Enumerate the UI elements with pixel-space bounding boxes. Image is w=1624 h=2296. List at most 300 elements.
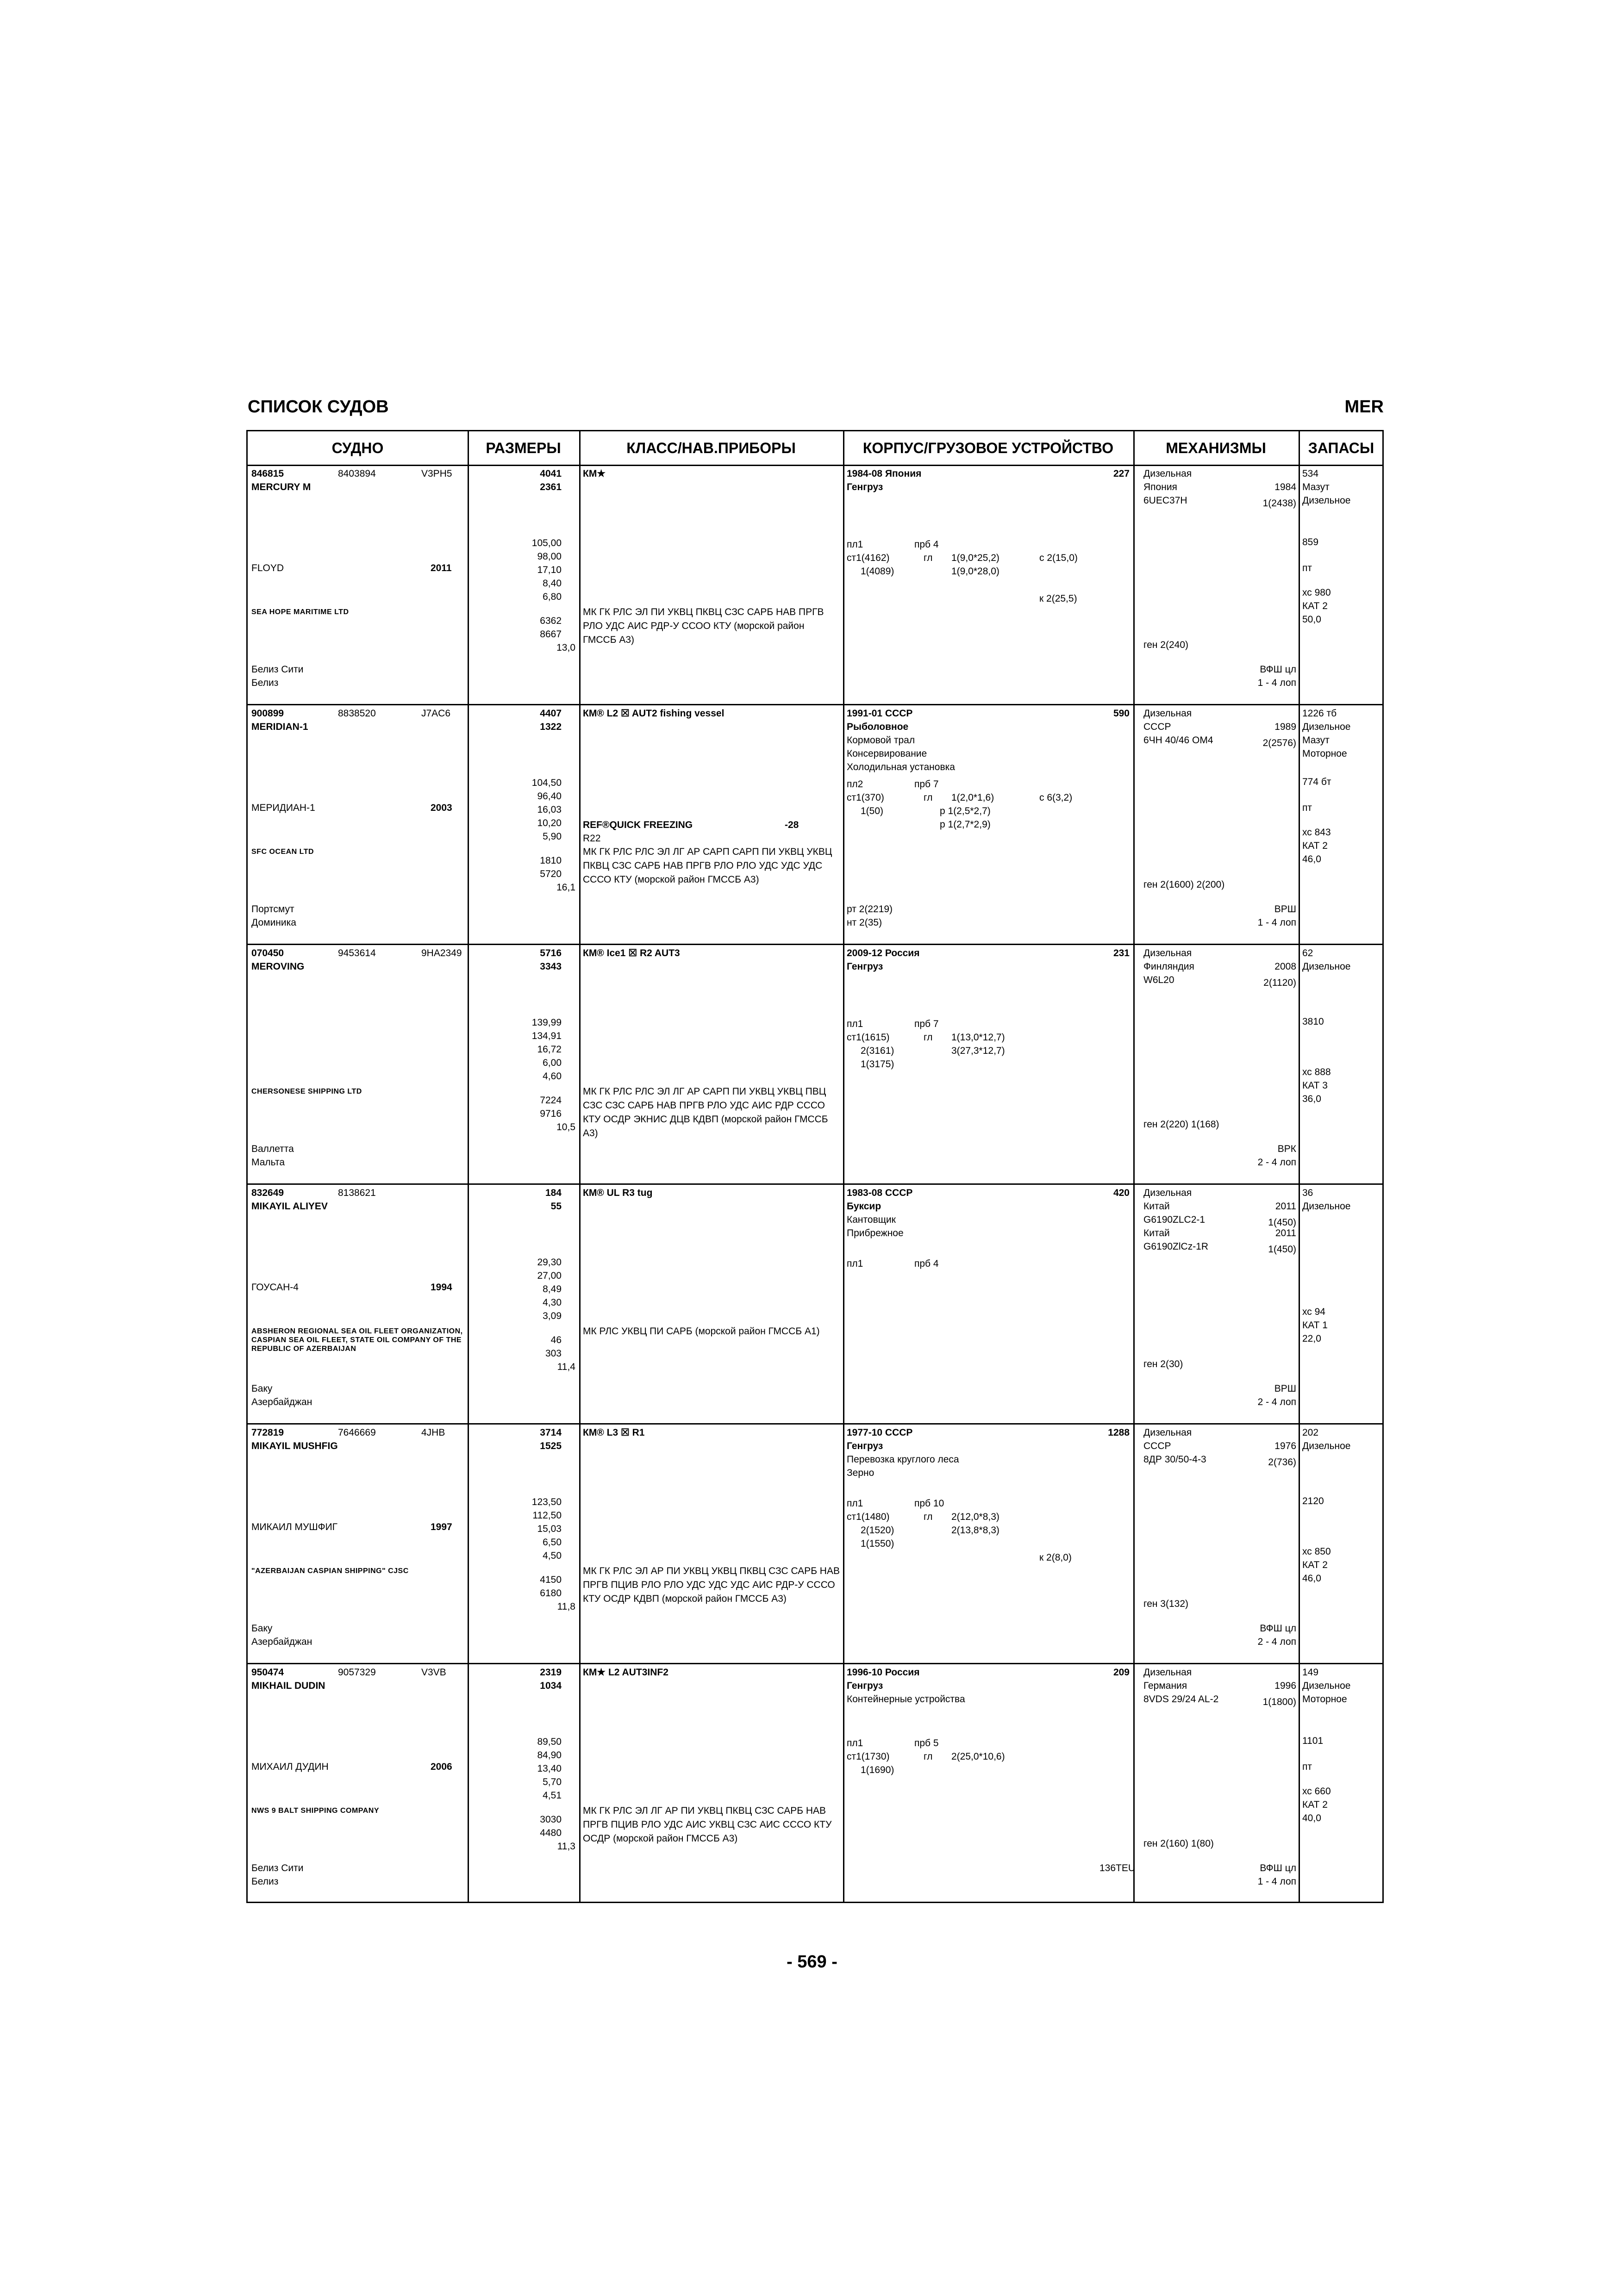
hull-line: Генгруз: [847, 482, 883, 492]
propellers: 2 - 4 лоп: [1257, 1397, 1296, 1407]
hold-item: ст1(1480): [847, 1512, 890, 1522]
owner: SFC OCEAN LTD: [251, 848, 314, 856]
dimension-value: 6,00: [543, 1058, 562, 1068]
imo-number: 8838520: [338, 708, 376, 719]
vessel-record: [248, 706, 1382, 946]
vessel-name: MIKAYIL MUSHFIG: [251, 1441, 338, 1451]
reg-number: 070450: [251, 948, 284, 958]
dimension-value: 5,70: [543, 1777, 562, 1787]
home-port: Валлетта: [251, 1144, 294, 1154]
dimension-value: 2319: [540, 1667, 562, 1678]
stores-line: 202: [1302, 1427, 1319, 1438]
dimension-value: 6362: [540, 616, 562, 626]
ice-category: КАТ 2: [1302, 1560, 1328, 1570]
dimension-value: 134,91: [531, 1031, 562, 1041]
dimension-value: 3343: [540, 961, 562, 972]
stores-unit: пт: [1302, 803, 1312, 813]
hull-foot-2: нт 2(35): [847, 917, 882, 928]
dimension-value: 96,40: [537, 791, 562, 802]
dimension-value: 8,40: [543, 578, 562, 589]
row-separator: [248, 1663, 1382, 1664]
stores-line: Дизельное: [1302, 722, 1351, 732]
engine-country: Германия: [1143, 1680, 1187, 1691]
hold-param: прб 7: [914, 1019, 939, 1029]
stores-line: 36: [1302, 1188, 1313, 1198]
owner: "AZERBAIJAN CASPIAN SHIPPING" CJSC: [251, 1567, 409, 1575]
hold-param: прб 10: [914, 1498, 944, 1509]
class-notation: КМ★: [583, 468, 606, 479]
dimension-value: 4150: [540, 1574, 562, 1585]
flag: Белиз: [251, 1876, 279, 1887]
hull-line: Генгруз: [847, 1680, 883, 1691]
refrigeration-temp: -28: [785, 820, 799, 830]
stores-value: 3810: [1302, 1016, 1324, 1027]
engine-model: 6UEC37H: [1143, 495, 1187, 506]
hold-item: 1(50): [861, 806, 884, 816]
page-number: - 569 -: [787, 1952, 837, 1972]
ice-category: КАТ 2: [1302, 840, 1328, 851]
hatch-size: 2(25,0*10,6): [951, 1751, 1005, 1762]
dimension-value: 16,1: [556, 882, 575, 893]
col-header-hull: КОРПУС/ГРУЗОВОЕ УСТРОЙСТВО: [862, 440, 1114, 456]
engine-year: 1996: [1274, 1680, 1296, 1691]
hatch-size: 2(12,0*8,3): [951, 1512, 999, 1522]
hold-param: гл: [924, 553, 933, 563]
vessel-table: [246, 430, 1384, 1903]
refrigeration-class: REF®QUICK FREEZING: [583, 820, 693, 830]
dimension-value: 6,50: [543, 1537, 562, 1548]
imo-number: 9453614: [338, 948, 376, 958]
nav-equipment: МК РЛС УКВЦ ПИ САРБ (морской район ГМССБ А1): [583, 1326, 820, 1337]
generators: ген 3(132): [1143, 1599, 1189, 1609]
dimension-value: 11,3: [557, 1841, 575, 1852]
engine-type: Дизельная: [1143, 948, 1192, 958]
nav-equipment: МК ГК РЛС ЭЛ ПИ УКВЦ ПКВЦ СЗС САРБ НАВ ПРГВ РЛО УДС АИС РДР-У ССОО КТУ (морской район ГМССБ А3): [583, 607, 824, 645]
nav-equipment: МК ГК РЛС ЭЛ ЛГ АР ПИ УКВЦ ПКВЦ СЗС САРБ НАВ ПРГВ ПЦИВ РЛО УДС АИС УКВЦ СЗС АИС СССО КТУ ОСДР (морской район ГМССБ А3): [583, 1805, 832, 1844]
hold-item: ст1(1615): [847, 1032, 890, 1043]
engine-model: W6L20: [1143, 975, 1174, 985]
engine-power: 1(2438): [1262, 498, 1296, 509]
propulsion: ВФШ цл: [1260, 664, 1296, 675]
build-info: 2009-12 Россия: [847, 948, 920, 958]
hold-param: прб 7: [914, 779, 939, 790]
engine-type: Дизельная: [1143, 468, 1192, 479]
reg-number: 950474: [251, 1667, 284, 1678]
dimension-value: 17,10: [537, 565, 562, 575]
engine-year: 1984: [1274, 482, 1296, 492]
stores-unit: пт: [1302, 563, 1312, 573]
dimension-value: 4,51: [543, 1790, 562, 1801]
stores-line: Дизельное: [1302, 1201, 1351, 1212]
class-notation: КМ★ L2 AUT3INF2: [583, 1667, 668, 1678]
vessel-name: MERCURY M: [251, 482, 311, 492]
hold-param: прб 4: [914, 539, 939, 550]
call-sign: 9HA2349: [421, 948, 462, 958]
hull-line: Генгруз: [847, 961, 883, 972]
vessel-record: [248, 466, 1382, 706]
former-name: ГОУСАН-4: [251, 1282, 299, 1293]
hull-foot-1: рт 2(2219): [847, 904, 893, 915]
hatch-size: 1(9,0*25,2): [951, 553, 999, 563]
class-extra: R22: [583, 833, 601, 844]
dimension-value: 112,50: [532, 1510, 562, 1521]
dimension-value: 5716: [540, 948, 562, 958]
stores-line: Моторное: [1302, 748, 1347, 759]
ice-hp: хс 94: [1302, 1307, 1325, 1317]
stores-line: 534: [1302, 468, 1319, 479]
owner: SEA HOPE MARITIME LTD: [251, 608, 349, 616]
propellers: 2 - 4 лоп: [1257, 1157, 1296, 1168]
hatch-size: 1(13,0*12,7): [951, 1032, 1005, 1043]
dimension-value: 5,90: [543, 831, 562, 842]
generators: ген 2(220) 1(168): [1143, 1119, 1219, 1130]
col-header-class: КЛАСС/НАВ.ПРИБОРЫ: [626, 440, 796, 456]
hull-line: Прибрежное: [847, 1228, 904, 1238]
owner: NWS 9 BALT SHIPPING COMPANY: [251, 1807, 380, 1815]
flag: Доминика: [251, 917, 296, 928]
generators: ген 2(1600) 2(200): [1143, 879, 1225, 890]
ice-hp: хс 843: [1302, 827, 1331, 838]
flag: Мальта: [251, 1157, 285, 1168]
former-name: МИКАИЛ МУШФИГ: [251, 1522, 338, 1532]
dimension-value: 13,40: [537, 1763, 562, 1774]
ice-value: 46,0: [1302, 1573, 1321, 1584]
ice-hp: хс 660: [1302, 1786, 1331, 1797]
dimension-value: 4407: [540, 708, 562, 719]
engine-power: 2(2576): [1262, 738, 1296, 748]
class-notation: КМ® L2 ☒ AUT2 fishing vessel: [583, 708, 725, 719]
stores-value: 1101: [1302, 1736, 1324, 1746]
dimension-value: 29,30: [537, 1257, 562, 1268]
ice-hp: хс 888: [1302, 1067, 1331, 1077]
dimension-value: 4480: [540, 1828, 562, 1838]
dimension-value: 3,09: [543, 1311, 562, 1321]
dimension-value: 5720: [540, 869, 562, 879]
hull-number: 420: [1113, 1188, 1130, 1198]
teu-capacity: 136TEU: [1099, 1863, 1136, 1873]
row-separator: [248, 1423, 1382, 1425]
nav-equipment: МК ГК РЛС РЛС ЭЛ ЛГ АР САРП ПИ УКВЦ УКВЦ ПВЦ СЗС СЗС САРБ НАВ ПРГВ РЛО УДС АИС РДР СССО КТУ ОСДР ЭКНИС ДЦВ КДВП (морской район ГМССБ А3): [583, 1086, 828, 1139]
engine-extra-country: Китай: [1143, 1228, 1170, 1238]
col-header-machinery: МЕХАНИЗМЫ: [1166, 440, 1266, 456]
stores-line: 62: [1302, 948, 1313, 958]
propulsion: ВРК: [1277, 1144, 1296, 1154]
hold-param: гл: [924, 1032, 933, 1043]
dimension-value: 8,49: [543, 1284, 562, 1294]
engine-country: Китай: [1143, 1201, 1170, 1212]
engine-year: 2008: [1274, 961, 1296, 972]
former-year: 2006: [431, 1761, 452, 1772]
dimension-value: 7224: [540, 1095, 562, 1106]
hull-number: 231: [1113, 948, 1130, 958]
former-year: 1997: [431, 1522, 452, 1532]
vessel-name: MIKAYIL ALIYEV: [251, 1201, 328, 1212]
dimension-value: 6180: [540, 1588, 562, 1599]
dimension-value: 98,00: [537, 551, 562, 562]
col-header-stores: ЗАПАСЫ: [1308, 440, 1374, 456]
engine-extra-power: 1(450): [1268, 1244, 1296, 1255]
call-sign: V3PH5: [421, 468, 452, 479]
stores-value: 859: [1302, 537, 1319, 548]
home-port: Баку: [251, 1383, 273, 1394]
ice-value: 40,0: [1302, 1813, 1321, 1823]
row-separator: [248, 1183, 1382, 1185]
dimension-value: 123,50: [531, 1497, 562, 1507]
hull-number: 227: [1113, 468, 1130, 479]
reg-number: 846815: [251, 468, 284, 479]
hull-line: Холодильная установка: [847, 762, 955, 772]
hold-item: пл1: [847, 1258, 863, 1269]
engine-type: Дизельная: [1143, 708, 1192, 719]
propellers: 1 - 4 лоп: [1257, 917, 1296, 928]
engine-power: 1(1800): [1262, 1697, 1296, 1707]
owner: CHERSONESE SHIPPING LTD: [251, 1088, 362, 1095]
page-title: СПИСОК СУДОВ: [248, 397, 389, 417]
col-header-dimensions: РАЗМЕРЫ: [486, 440, 561, 456]
reg-number: 832649: [251, 1188, 284, 1198]
hold-item: ст1(4162): [847, 553, 890, 563]
hull-line: Контейнерные устройства: [847, 1694, 965, 1705]
stores-line: Дизельное: [1302, 961, 1351, 972]
build-info: 1977-10 СССР: [847, 1427, 913, 1438]
generators: ген 2(160) 1(80): [1143, 1838, 1214, 1849]
reg-number: 772819: [251, 1427, 284, 1438]
engine-model: 6ЧН 40/46 ОМ4: [1143, 735, 1213, 746]
build-info: 1983-08 СССР: [847, 1188, 913, 1198]
former-name: МЕРИДИАН-1: [251, 803, 315, 813]
hull-line: Кантовщик: [847, 1214, 896, 1225]
hold-item: пл1: [847, 1738, 863, 1748]
stores-line: Дизельное: [1302, 1680, 1351, 1691]
col-header-vessel: СУДНО: [331, 440, 384, 456]
hold-item: 1(1690): [861, 1765, 894, 1775]
engine-country: Финляндия: [1143, 961, 1194, 972]
propellers: 1 - 4 лоп: [1257, 678, 1296, 688]
engine-country: Япония: [1143, 482, 1177, 492]
call-sign: 4JHB: [421, 1427, 445, 1438]
hold-item: 1(4089): [861, 566, 894, 577]
engine-type: Дизельная: [1143, 1667, 1192, 1678]
hatch-size: 1(2,0*1,6): [951, 792, 994, 803]
class-notation: КМ® Ice1 ☒ R2 AUT3: [583, 948, 680, 958]
engine-model: 8VDS 29/24 AL-2: [1143, 1694, 1219, 1705]
former-name: FLOYD: [251, 563, 284, 573]
vessel-record: [248, 946, 1382, 1185]
engine-power: 1(450): [1268, 1217, 1296, 1228]
hold-param: гл: [924, 1751, 933, 1762]
generators: ген 2(240): [1143, 640, 1189, 650]
vessel-record: [248, 1425, 1382, 1665]
dimension-value: 6,80: [543, 591, 562, 602]
home-port: Баку: [251, 1623, 273, 1634]
build-info: 1984-08 Япония: [847, 468, 922, 479]
home-port: Белиз Сити: [251, 1863, 304, 1873]
dimension-value: 55: [550, 1201, 562, 1212]
dimension-value: 4,30: [543, 1297, 562, 1308]
dimension-value: 1034: [540, 1680, 562, 1691]
imo-number: 7646669: [338, 1427, 376, 1438]
engine-model: G6190ZLC2-1: [1143, 1214, 1206, 1225]
reg-number: 900899: [251, 708, 284, 719]
dimension-value: 15,03: [537, 1524, 562, 1534]
dimension-value: 3714: [540, 1427, 562, 1438]
hold-param: прб 5: [914, 1738, 939, 1748]
dimension-value: 139,99: [531, 1017, 562, 1028]
hatch-size: 1(9,0*28,0): [951, 566, 999, 577]
vessel-name: MEROVING: [251, 961, 305, 972]
stores-line: Моторное: [1302, 1694, 1347, 1705]
call-sign: V3VB: [421, 1667, 446, 1678]
nav-equipment: МК ГК РЛС РЛС ЭЛ ЛГ АР САРП САРП ПИ УКВЦ УКВЦ ПКВЦ СЗС САРБ НАВ ПРГВ РЛО РЛО УДС УДС УДС СССО КТУ (морской район ГМССБ А3): [583, 846, 832, 885]
stores-line: 149: [1302, 1667, 1319, 1678]
dimension-value: 104,50: [531, 778, 562, 788]
dimension-value: 89,50: [537, 1736, 562, 1747]
hold-param: прб 4: [914, 1258, 939, 1269]
ice-category: КАТ 1: [1302, 1320, 1328, 1331]
hull-number: 209: [1113, 1667, 1130, 1678]
dimension-value: 9716: [540, 1108, 562, 1119]
propellers: 1 - 4 лоп: [1257, 1876, 1296, 1887]
flag: Азербайджан: [251, 1636, 312, 1647]
ice-hp: хс 980: [1302, 587, 1331, 598]
hold-param: гл: [924, 1512, 933, 1522]
hold-param: гл: [924, 792, 933, 803]
hull-line: Рыболовное: [847, 722, 909, 732]
stores-unit: пт: [1302, 1761, 1312, 1772]
row-separator: [248, 704, 1382, 705]
hold-item: ст1(370): [847, 792, 884, 803]
engine-type: Дизельная: [1143, 1427, 1192, 1438]
dimension-value: 46: [550, 1335, 562, 1345]
hatch-size: р 1(2,5*2,7): [940, 806, 991, 816]
propellers: 2 - 4 лоп: [1257, 1636, 1296, 1647]
hold-item: ст1(1730): [847, 1751, 890, 1762]
engine-power: 2(1120): [1263, 977, 1296, 988]
hatch-size: 3(27,3*12,7): [951, 1045, 1005, 1056]
former-year: 2011: [431, 563, 452, 573]
hull-line: Генгруз: [847, 1441, 883, 1451]
stores-line: Мазут: [1302, 735, 1330, 746]
dimension-value: 4041: [540, 468, 562, 479]
hold-item: пл2: [847, 779, 863, 790]
stores-line: Дизельное: [1302, 1441, 1351, 1451]
build-info: 1996-10 Россия: [847, 1667, 920, 1678]
dimension-value: 2361: [540, 482, 562, 492]
build-info: 1991-01 СССР: [847, 708, 913, 719]
vessel-name: MERIDIAN-1: [251, 722, 308, 732]
dimension-value: 13,0: [556, 642, 575, 653]
vessel-record: [248, 1665, 1382, 1904]
hold-item: 2(3161): [861, 1045, 894, 1056]
ice-category: КАТ 2: [1302, 601, 1328, 611]
hull-line: Зерно: [847, 1468, 874, 1478]
ice-value: 50,0: [1302, 614, 1321, 625]
dimension-value: 10,5: [556, 1122, 575, 1132]
engine-year: 2011: [1275, 1201, 1296, 1212]
hull-number: 1288: [1108, 1427, 1130, 1438]
hull-line: Кормовой трал: [847, 735, 915, 746]
stores-line: 1226 тб: [1302, 708, 1337, 719]
dimension-value: 27,00: [537, 1270, 562, 1281]
hold-item: пл1: [847, 539, 863, 550]
hatch-size: 2(13,8*8,3): [951, 1525, 999, 1536]
home-port: Белиз Сити: [251, 664, 304, 675]
class-notation: КМ® UL R3 tug: [583, 1188, 653, 1198]
crane: к 2(25,5): [1039, 593, 1077, 604]
imo-number: 9057329: [338, 1667, 376, 1678]
section-code: MER: [1344, 397, 1384, 417]
former-name: МИХАИЛ ДУДИН: [251, 1761, 329, 1772]
hold-item: пл1: [847, 1498, 863, 1509]
vessel-name: MIKHAIL DUDIN: [251, 1680, 325, 1691]
hold-item: 2(1520): [861, 1525, 894, 1536]
ice-value: 46,0: [1302, 854, 1321, 865]
dimension-value: 16,03: [537, 804, 562, 815]
dimension-value: 1322: [540, 722, 562, 732]
lifting-gear: с 6(3,2): [1039, 792, 1073, 803]
engine-country: СССР: [1143, 722, 1171, 732]
hull-number: 590: [1113, 708, 1130, 719]
engine-year: 1989: [1274, 722, 1296, 732]
propulsion: ВРШ: [1274, 904, 1296, 915]
stores-line: Дизельное: [1302, 495, 1351, 506]
owner: ABSHERON REGIONAL SEA OIL FLEET ORGANIZATION, CASPIAN SEA OIL FLEET, STATE OIL COMPANY OF THE REPUBLIC OF AZERBAIJAN: [251, 1327, 463, 1353]
dimension-value: 16,72: [537, 1044, 562, 1055]
stores-line: Мазут: [1302, 482, 1330, 492]
home-port: Портсмут: [251, 904, 294, 915]
propulsion: ВРШ: [1274, 1383, 1296, 1394]
stores-value: 774 бт: [1302, 777, 1331, 787]
ice-category: КАТ 3: [1302, 1080, 1328, 1091]
call-sign: J7AC6: [421, 708, 451, 719]
dimension-value: 8667: [540, 629, 562, 640]
former-year: 1994: [431, 1282, 452, 1293]
propulsion: ВФШ цл: [1260, 1863, 1296, 1873]
hold-item: 1(1550): [861, 1538, 894, 1549]
class-notation: КМ® L3 ☒ R1: [583, 1427, 645, 1438]
engine-type: Дизельная: [1143, 1188, 1192, 1198]
flag: Азербайджан: [251, 1397, 312, 1407]
hatch-size: р 1(2,7*2,9): [940, 819, 991, 830]
dimension-value: 1810: [540, 855, 562, 866]
dimension-value: 184: [545, 1188, 562, 1198]
dimension-value: 10,20: [537, 818, 562, 828]
dimension-value: 303: [545, 1348, 562, 1359]
engine-power: 2(736): [1268, 1457, 1296, 1468]
hold-item: пл1: [847, 1019, 863, 1029]
hull-line: Перевозка круглого леса: [847, 1454, 959, 1465]
dimension-value: 3030: [540, 1814, 562, 1825]
ice-hp: хс 850: [1302, 1546, 1331, 1557]
dimension-value: 4,50: [543, 1550, 562, 1561]
imo-number: 8403894: [338, 468, 376, 479]
flag: Белиз: [251, 678, 279, 688]
dimension-value: 105,00: [531, 538, 562, 548]
hull-line: Буксир: [847, 1201, 881, 1212]
dimension-value: 4,60: [543, 1071, 562, 1082]
dimension-value: 84,90: [537, 1750, 562, 1761]
dimension-value: 1525: [540, 1441, 562, 1451]
ice-value: 22,0: [1302, 1333, 1321, 1344]
vessel-record: [248, 1185, 1382, 1425]
dimension-value: 11,8: [557, 1601, 575, 1612]
ice-value: 36,0: [1302, 1094, 1321, 1104]
hold-item: 1(3175): [861, 1059, 894, 1070]
stores-value: 2120: [1302, 1496, 1324, 1506]
propulsion: ВФШ цл: [1260, 1623, 1296, 1634]
engine-extra-model: G6190ZlCz-1R: [1143, 1241, 1209, 1252]
imo-number: 8138621: [338, 1188, 376, 1198]
